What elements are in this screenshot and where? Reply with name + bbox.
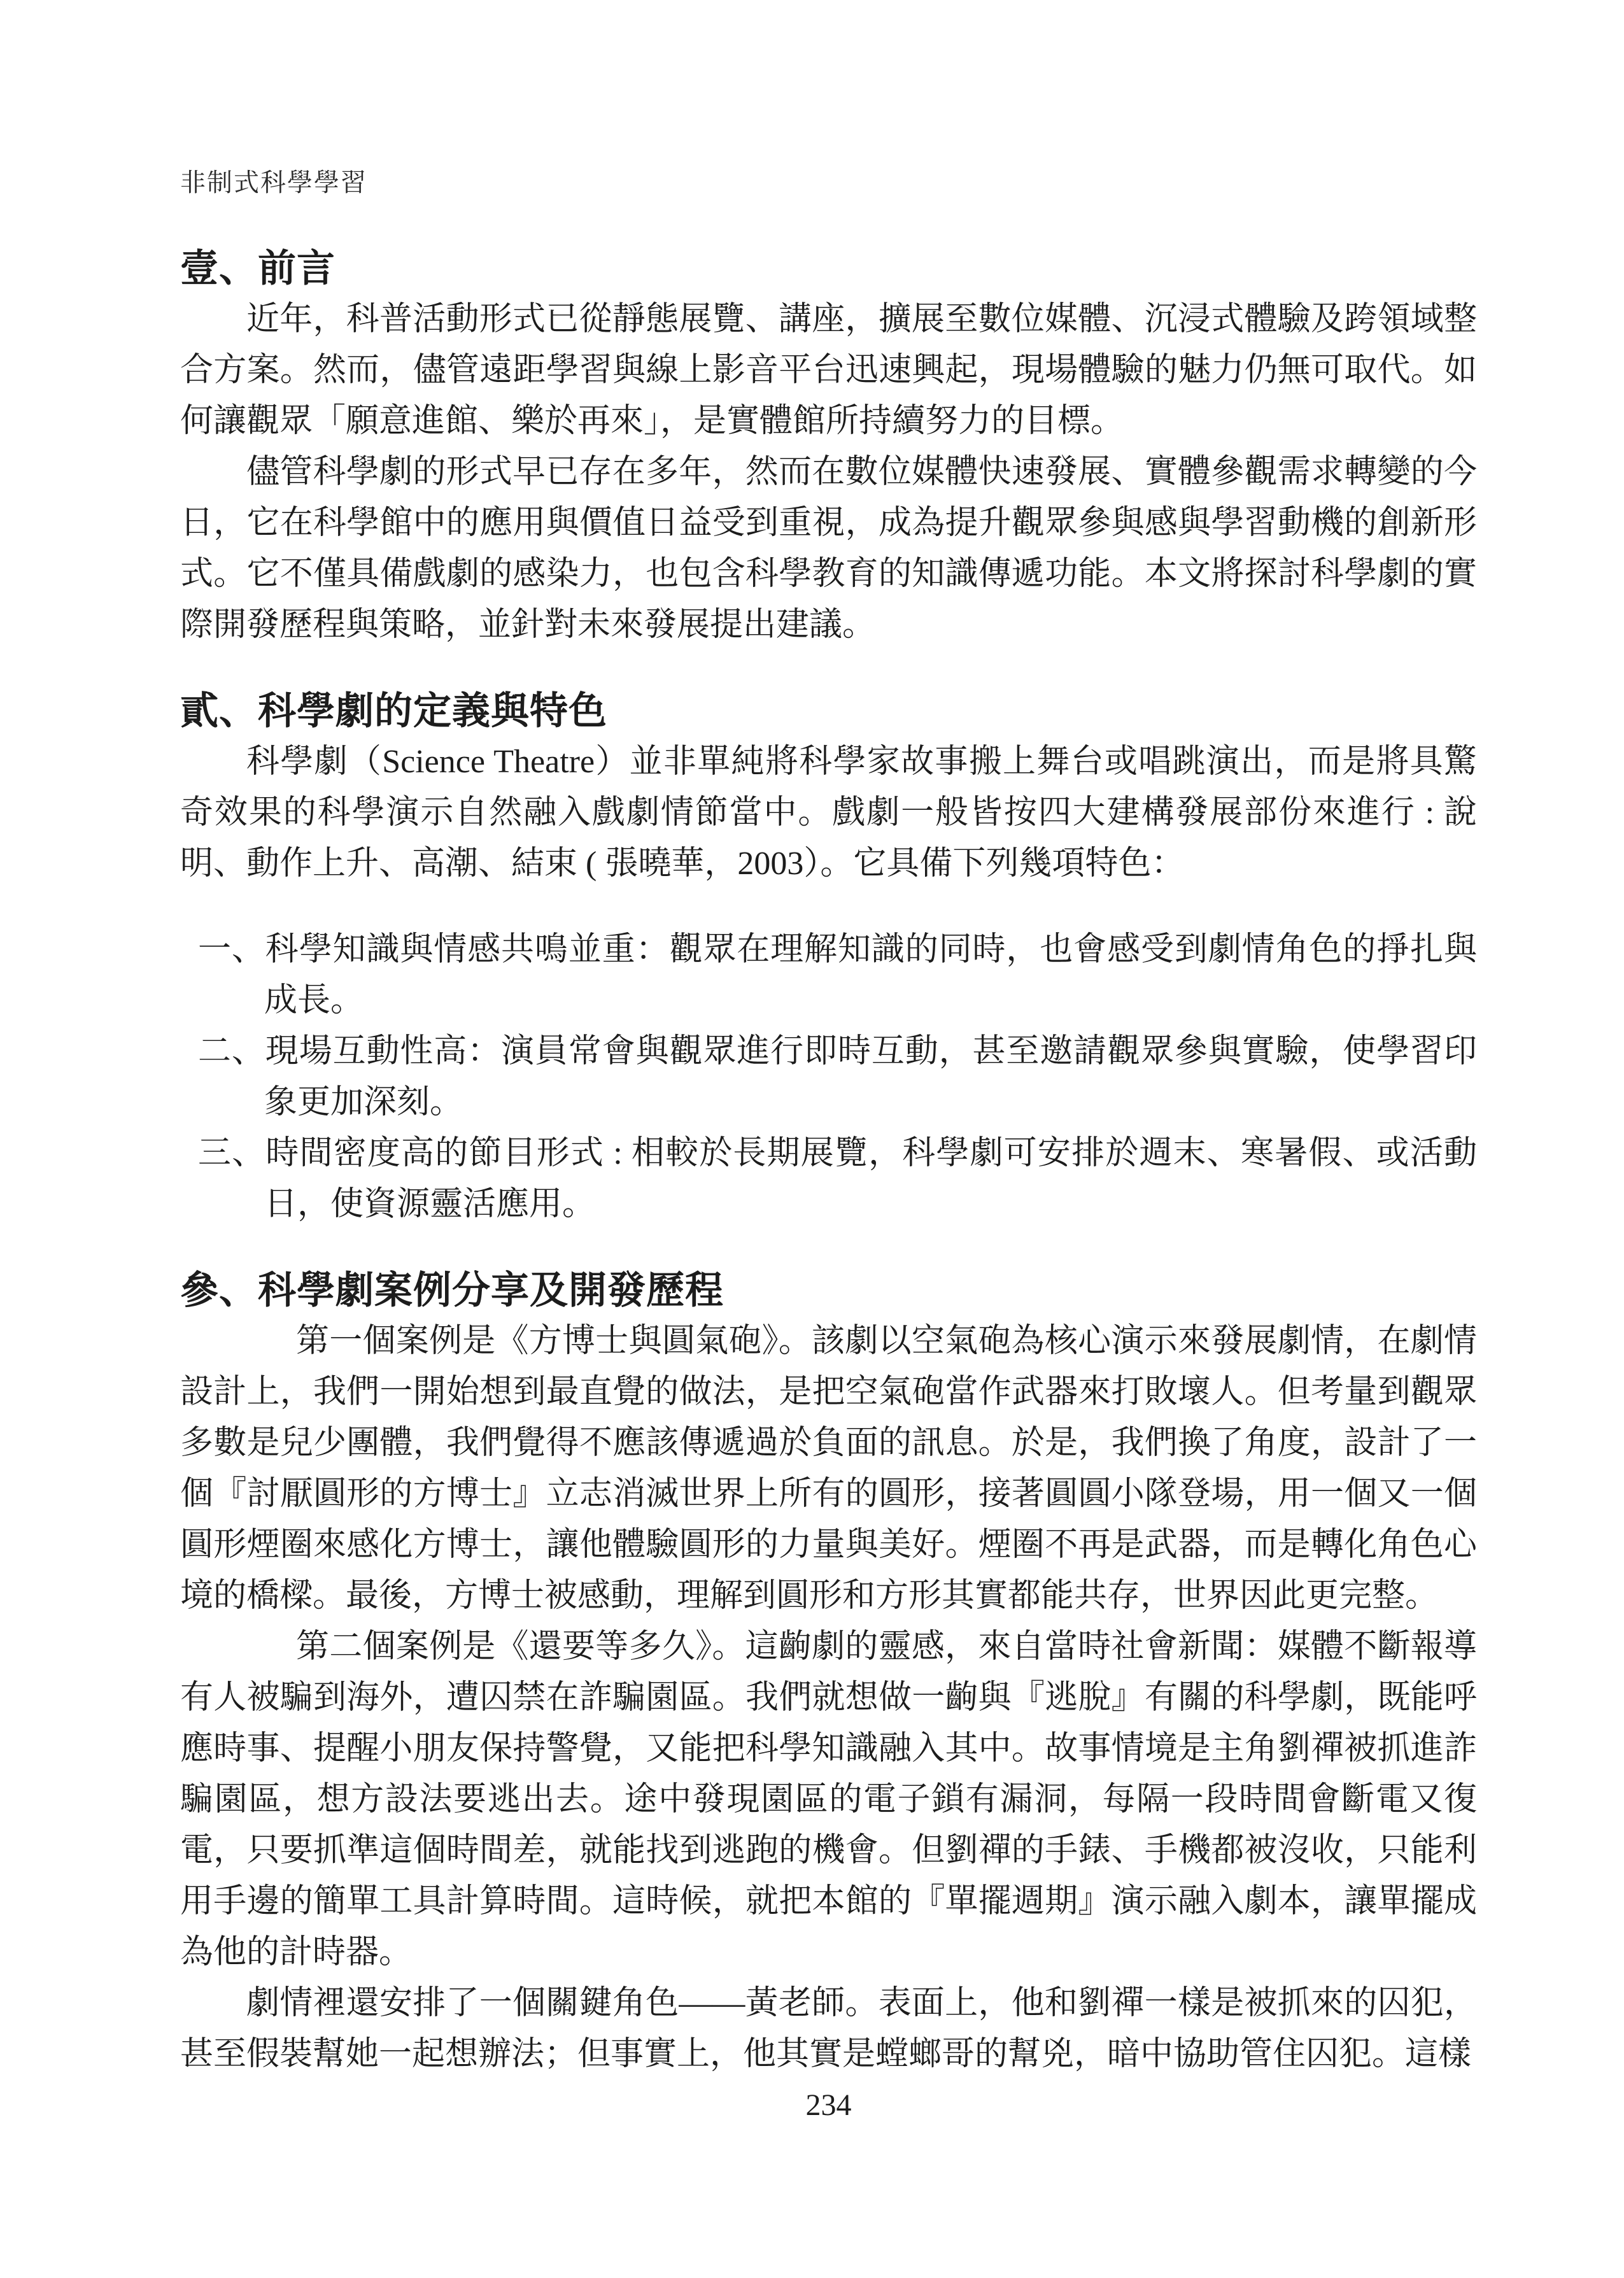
list-item-text: 科學知識與情感共鳴並重：觀眾在理解知識的同時，也會感受到劇情角色的掙扎與成長。 [264,931,1477,1019]
paragraph: 科學劇（Science Theatre）並非單純將科學家故事搬上舞台或唱跳演出，而是將具驚奇效果的科學演示自然融入戲劇情節當中。戲劇一般皆按四大建構發展部份來進行 : 說明、動作上升、高潮、結束 ( 張曉華，2003）。它具備下列幾項特色： [180,744,1477,882]
paragraph: 近年，科普活動形式已從靜態展覽、講座，擴展至數位媒體、沉浸式體驗及跨領域整合方案。然而，儘管遠距學習與線上影音平台迅速興起，現場體驗的魅力仍無可取代。如何讓觀眾「願意進館、樂於再來」，是實體館所持續努力的目標。 [180,301,1477,439]
list-item [198,1128,1477,1230]
list-item-text: 現場互動性高：演員常會與觀眾進行即時互動，甚至邀請觀眾參與實驗，使學習印象更加深刻。 [264,1033,1477,1121]
paragraph: 第二個案例是《還要等多久》。這齣劇的靈感，來自當時社會新聞：媒體不斷報導有人被騙到海外，遭囚禁在詐騙園區。我們就想做一齣與『逃脫』有關的科學劇，既能呼應時事、提醒小朋友保持警覺，又能把科學知識融入其中。故事情境是主角劉禪被抓進詐騙園區，想方設法要逃出去。途中發現園區的電子鎖有漏洞，每隔一段時間會斷電又復電，只要抓準這個時間差，就能找到逃跑的機會。但劉禪的手錶、手機都被沒收，只能利用手邊的簡單工具計算時間。這時候，就把本館的『單擺週期』演示融入劇本，讓單擺成為他的計時器。 [180,1629,1477,1970]
list-item-text: 時間密度高的節目形式 : 相較於長期展覽，科學劇可安排於週末、寒暑假、或活動日，使資源靈活應用。 [264,1135,1477,1222]
paragraph: 劇情裡還安排了一個關鍵角色——黃老師。表面上，他和劉禪一樣是被抓來的囚犯，甚至假裝幫她一起想辦法；但事實上，他其實是螳螂哥的幫兇，暗中協助管住囚犯。這樣 [180,1985,1477,2072]
list-item [198,924,1477,1026]
list-item [198,1026,1477,1128]
feature-list [180,924,1477,1230]
section-heading-1: 壹、前言 [180,248,335,290]
running-header: 非制式科學學習 [180,168,367,197]
list-item-marker: 二、 [198,1033,265,1070]
section-heading-3: 參、科學劇案例分享及開發歷程 [180,1270,724,1312]
list-item-marker: 一、 [198,931,265,968]
paragraph: 儘管科學劇的形式早已存在多年，然而在數位媒體快速發展、實體參觀需求轉變的今日，它在科學館中的應用與價值日益受到重視，成為提升觀眾參與感與學習動機的創新形式。它不僅具備戲劇的感染力，也包含科學教育的知識傳遞功能。本文將探討科學劇的實際開發歷程與策略，並針對未來發展提出建議。 [180,454,1477,643]
section-heading-2: 貳、科學劇的定義與特色 [180,690,607,732]
list-item-marker: 三、 [198,1135,266,1171]
page-number: 234 [805,2088,852,2122]
paragraph: 第一個案例是《方博士與圓氣砲》。該劇以空氣砲為核心演示來發展劇情，在劇情設計上，我們一開始想到最直覺的做法，是把空氣砲當作武器來打敗壞人。但考量到觀眾多數是兒少團體，我們覺得不應該傳遞過於負面的訊息。於是，我們換了角度，設計了一個『討厭圓形的方博士』立志消滅世界上所有的圓形，接著圓圓小隊登場，用一個又一個圓形煙圈來感化方博士，讓他體驗圓形的力量與美好。煙圈不再是武器，而是轉化角色心境的橋樑。最後，方博士被感動，理解到圓形和方形其實都能共存，世界因此更完整。 [180,1323,1477,1614]
